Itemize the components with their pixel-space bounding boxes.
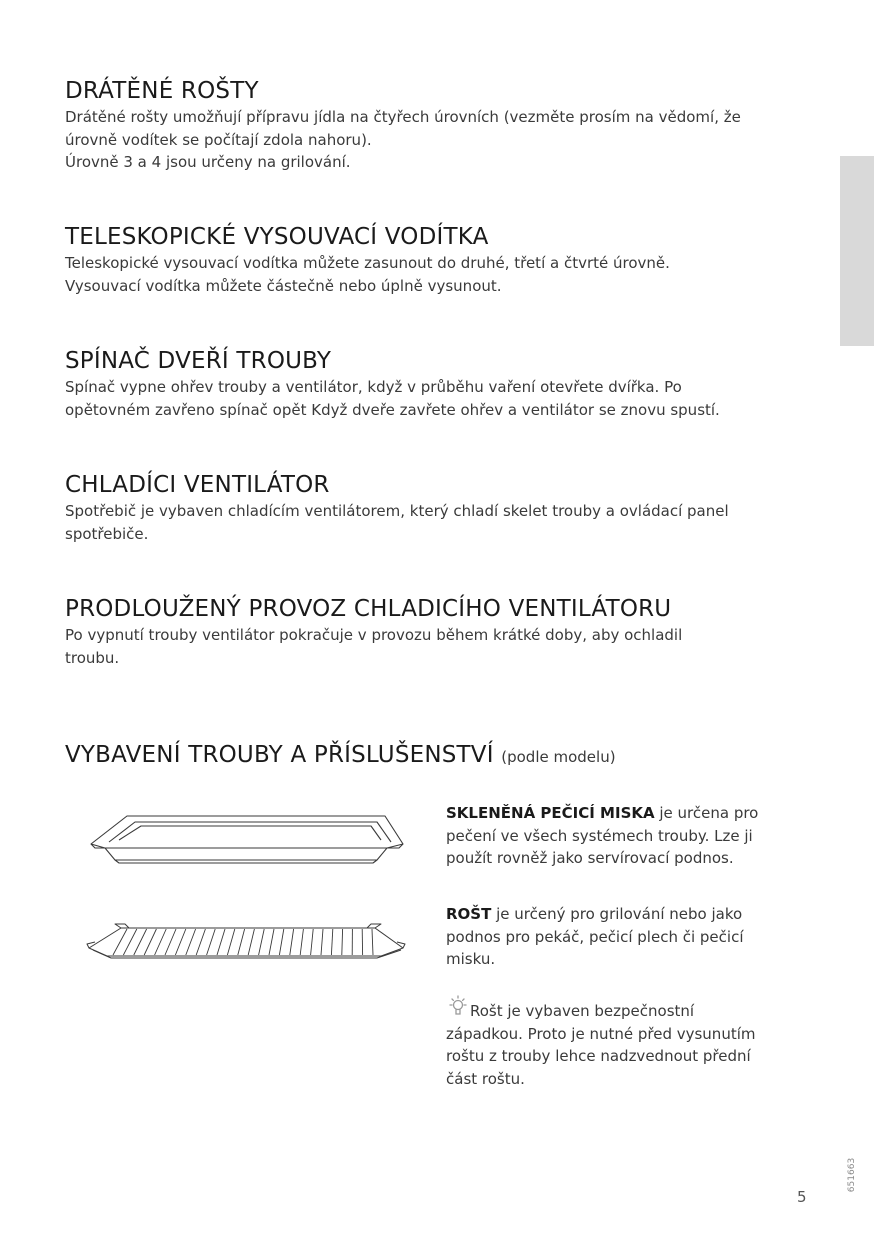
grid-line: [446, 903, 806, 926]
grid-desc-first: je určený pro grilování nebo jako: [491, 905, 743, 923]
equipment-title: [65, 740, 815, 772]
grid-wire: [331, 929, 332, 955]
grid-wire: [311, 929, 314, 955]
section-line: Po vypnutí trouby ventilátor pokračuje v provozu během krátké doby, aby ochladil: [65, 626, 683, 644]
section-title: TELESKOPICKÉ VYSOUVACÍ VODÍTKA: [65, 224, 489, 250]
grid-wire: [290, 929, 294, 955]
grid-wire: [321, 929, 323, 955]
glass-dish-description: [446, 802, 806, 870]
grid-name: ROŠT: [446, 905, 492, 923]
tip-line: [446, 994, 806, 1023]
grid-wires: [113, 929, 373, 955]
grid-line: podnos pro pekáč, pečicí plech či pečicí: [446, 927, 744, 946]
grid-wire: [227, 929, 234, 955]
section-line: úrovně vodítek se počítají zdola nahoru).: [65, 130, 372, 149]
section-cooling-fan: [65, 470, 815, 545]
glass-dish-line: použít rovněž jako servírovací podnos.: [446, 849, 734, 867]
section-title: DRÁTĚNÉ ROŠTY: [65, 78, 259, 104]
tip-line: část roštu.: [446, 1069, 525, 1088]
grid-wire: [196, 929, 205, 955]
glass-dish-line: [446, 802, 806, 825]
grid-wire: [342, 929, 343, 955]
grid-wire: [300, 929, 303, 955]
grid-rack-illustration: [85, 916, 407, 966]
tip-line: roštu z trouby lehce nadzvednout přední: [446, 1047, 751, 1065]
grid-line: misku.: [446, 950, 496, 968]
grid-wire: [113, 929, 127, 955]
section-line: Vysouvací vodítka můžete částečně nebo úplně vysunout.: [65, 276, 502, 295]
grid-wire: [155, 929, 167, 955]
section-door-switch: [65, 346, 815, 421]
section-wire-racks: [65, 76, 815, 174]
grid-wire: [259, 929, 265, 955]
side-tab-marker: [840, 156, 874, 346]
lightbulb-tip-icon: [446, 994, 470, 1018]
grid-wire: [175, 929, 185, 955]
grid-wire: [248, 929, 254, 955]
glass-dish-line: pečení ve všech systémech trouby. Lze ji: [446, 826, 753, 845]
section-line: troubu.: [65, 648, 120, 667]
grid-wire: [134, 929, 147, 955]
section-line: Spínač vypne ohřev trouby a ventilátor, když v průběhu vaření otevřete dvířka. Po: [65, 378, 682, 396]
section-telescopic-guides: [65, 222, 815, 297]
grid-wire: [165, 929, 176, 955]
grid-wire: [269, 929, 274, 955]
tip-note: [446, 994, 806, 1090]
section-line: spotřebiče.: [65, 524, 149, 543]
grid-description: [446, 903, 806, 971]
grid-wire: [217, 929, 225, 955]
section-line: Drátěné rošty umožňují přípravu jídla na čtyřech úrovních (vezměte prosím na vědomí, že: [65, 108, 741, 126]
section-equipment: [65, 740, 815, 772]
grid-wire: [186, 929, 196, 955]
tip-first-line: Rošt je vybaven bezpečnostní: [470, 1002, 695, 1020]
glass-dish-illustration: [85, 808, 407, 870]
grid-wire: [372, 929, 373, 955]
tip-line: západkou. Proto je nutné před vysunutím: [446, 1024, 756, 1043]
glass-dish-name: SKLENĚNÁ PEČICÍ MISKA: [446, 804, 655, 822]
grid-wire: [279, 929, 283, 955]
section-line: Spotřebič je vybaven chladícím ventilátorem, který chladí skelet trouby a ovládací panel: [65, 502, 729, 520]
page-number: 5: [797, 1188, 807, 1206]
section-title: SPÍNAČ DVEŘÍ TROUBY: [65, 348, 332, 374]
section-extended-fan: [65, 594, 815, 669]
section-line: opětovném zavřeno spínač opět Když dveře zavřete ohřev a ventilátor se znovu spustí.: [65, 400, 720, 419]
grid-wire: [207, 929, 216, 955]
section-title: PRODLOUŽENÝ PROVOZ CHLADICÍHO VENTILÁTORU: [65, 596, 672, 622]
grid-wire: [144, 929, 156, 955]
section-line: Úrovně 3 a 4 jsou určeny na grilování.: [65, 153, 351, 171]
equipment-title-text: VYBAVENÍ TROUBY A PŘÍSLUŠENSTVÍ: [65, 742, 494, 768]
equipment-subtitle: (podle modelu): [501, 748, 616, 766]
section-line: Teleskopické vysouvací vodítka můžete zasunout do druhé, třetí a čtvrté úrovně.: [65, 254, 670, 272]
section-title: CHLADÍCI VENTILÁTOR: [65, 472, 330, 498]
glass-dish-desc-first: je určena pro: [654, 804, 759, 822]
document-code: 651663: [847, 1157, 857, 1193]
grid-wire: [238, 929, 245, 955]
